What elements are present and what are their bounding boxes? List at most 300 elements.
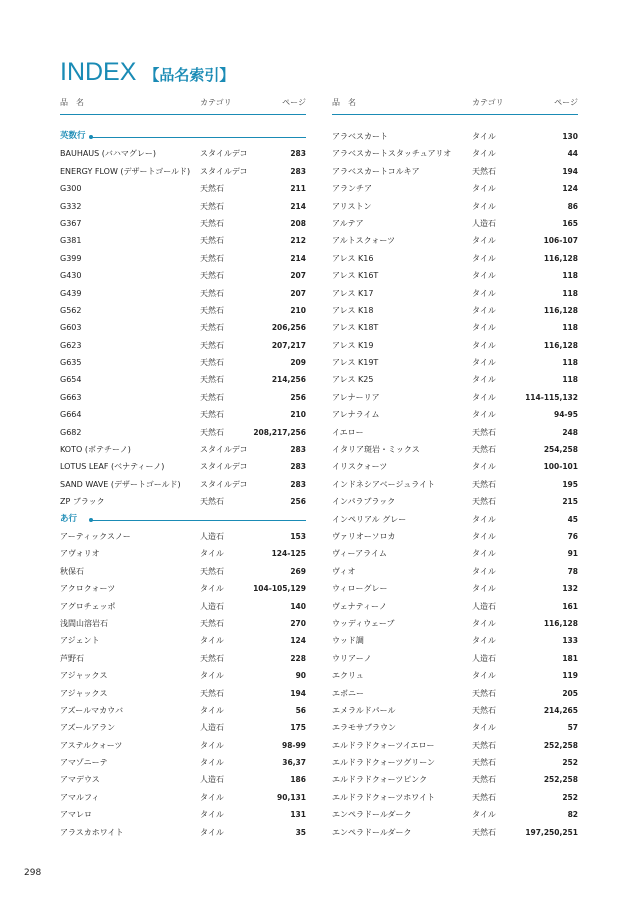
index-category: 人造石 (200, 531, 224, 541)
index-row (332, 806, 578, 823)
index-category: 天然石 (200, 688, 224, 698)
index-page: 210 (290, 410, 306, 420)
index-category: 天然石 (472, 758, 496, 768)
index-name: ヴェナティーノ (332, 601, 387, 611)
index-page: 211 (290, 184, 306, 194)
index-row (332, 771, 578, 788)
column-header (332, 94, 578, 108)
index-name: エラモサブラウン (332, 723, 396, 733)
index-category: 天然石 (472, 445, 496, 455)
header-rule (60, 114, 306, 115)
index-category: 人造石 (472, 218, 496, 228)
index-page: 116,128 (543, 253, 578, 263)
header-page: ページ (282, 98, 306, 107)
index-name: LOTUS LEAF (ベナティーノ) (60, 462, 165, 472)
index-row (332, 232, 578, 249)
index-row (332, 719, 578, 736)
index-category: スタイルデコ (200, 166, 248, 176)
index-name: エボニー (332, 688, 364, 698)
index-category: 天然石 (472, 166, 496, 176)
header-name: 品 名 (60, 98, 84, 107)
index-row (332, 580, 578, 597)
index-row (60, 650, 306, 667)
index-name: G332 (60, 201, 82, 211)
index-category: タイル (200, 636, 224, 646)
index-name: ヴィーアライム (332, 549, 387, 559)
index-category: タイル (472, 271, 496, 281)
index-page: 133 (562, 636, 578, 646)
index-row (332, 145, 578, 162)
index-name: G654 (60, 375, 82, 385)
index-category: 天然石 (200, 305, 224, 315)
index-name: アレス K17 (332, 288, 374, 298)
index-category: タイル (200, 810, 224, 820)
header-page: ページ (554, 98, 578, 107)
index-row (332, 128, 578, 145)
index-name: イタリア斑岩・ミックス (332, 445, 420, 455)
index-page: 56 (295, 705, 306, 715)
index-category: タイル (472, 584, 496, 594)
index-row (332, 545, 578, 562)
index-row (332, 319, 578, 336)
left-column (60, 94, 306, 837)
index-category: タイル (472, 636, 496, 646)
index-page: 35 (295, 827, 306, 837)
index-name: ENERGY FLOW (デザートゴールド) (60, 166, 191, 176)
index-category: 天然石 (200, 427, 224, 437)
section-rule (90, 520, 306, 521)
index-row (60, 319, 306, 336)
index-name: エメラルドパール (332, 705, 396, 715)
index-page: 283 (290, 166, 306, 176)
index-category: タイル (472, 358, 496, 368)
section-heading (60, 511, 306, 528)
index-category: タイル (472, 810, 496, 820)
index-category: 人造石 (200, 775, 224, 785)
index-row (60, 528, 306, 545)
index-name: アランチア (332, 184, 372, 194)
index-category: タイル (472, 392, 496, 402)
section-heading-label: 英数行 (60, 131, 86, 141)
index-name: アレス K19 (332, 340, 374, 350)
index-category: 天然石 (472, 792, 496, 802)
index-name: アヴォリオ (60, 549, 100, 559)
index-page: 76 (567, 531, 578, 541)
index-category: 天然石 (472, 688, 496, 698)
index-row (60, 667, 306, 684)
index-name: エルドラドクォーツイエロー (332, 740, 435, 750)
index-row (60, 476, 306, 493)
index-page: 207 (290, 288, 306, 298)
index-row (332, 389, 578, 406)
index-name: G367 (60, 218, 82, 228)
index-category: 天然石 (472, 740, 496, 750)
index-row (60, 302, 306, 319)
header-rule (332, 114, 578, 115)
index-category: 天然石 (200, 358, 224, 368)
index-page: 106-107 (543, 236, 578, 246)
index-row (60, 702, 306, 719)
index-category: タイル (472, 201, 496, 211)
index-row (332, 493, 578, 510)
index-row (60, 145, 306, 162)
index-page: 181 (562, 653, 578, 663)
index-page: 165 (562, 218, 578, 228)
index-row (332, 598, 578, 615)
index-name: G439 (60, 288, 82, 298)
index-name: G300 (60, 184, 82, 194)
index-page: 90,131 (277, 792, 306, 802)
index-category: タイル (200, 827, 224, 837)
index-page: 228 (290, 653, 306, 663)
index-name: アルテア (332, 218, 364, 228)
index-page: 186 (290, 775, 306, 785)
section-rule (90, 137, 306, 138)
index-name: アレス K19T (332, 358, 379, 368)
index-row (332, 563, 578, 580)
index-name: アレス K18T (332, 323, 379, 333)
index-row (60, 615, 306, 632)
index-name: アレス K16T (332, 271, 379, 281)
index-name: イリスクォーツ (332, 462, 388, 472)
index-page: 130 (562, 132, 578, 141)
index-name: 秋保石 (60, 566, 84, 576)
index-name: G562 (60, 305, 82, 315)
index-name: エンペラドールダーク (332, 810, 412, 820)
index-category: タイル (200, 584, 224, 594)
index-row (332, 511, 578, 528)
index-category: 人造石 (200, 723, 224, 733)
index-row (60, 371, 306, 388)
index-row (332, 354, 578, 371)
index-name: アリストン (332, 201, 372, 211)
index-page: 57 (567, 723, 578, 733)
index-name: アレス K25 (332, 375, 374, 385)
index-page: 195 (562, 479, 578, 489)
index-row (332, 163, 578, 180)
index-category: タイル (200, 705, 224, 715)
index-category: 天然石 (200, 288, 224, 298)
index-category: スタイルデコ (200, 479, 248, 489)
index-page: 153 (290, 531, 306, 541)
index-category: タイル (472, 323, 496, 333)
index-name: G635 (60, 358, 82, 368)
index-page: 94-95 (554, 410, 578, 420)
index-category: タイル (472, 671, 496, 681)
index-category: タイル (472, 184, 496, 194)
index-row (60, 493, 306, 510)
index-page: 207 (290, 271, 306, 281)
index-category: タイル (472, 410, 496, 420)
index-page: 91 (567, 549, 578, 559)
index-category: 天然石 (472, 427, 496, 437)
index-row (332, 198, 578, 215)
index-category: 天然石 (200, 340, 224, 350)
section-heading-label: あ行 (60, 513, 78, 524)
index-name: KOTO (ボテチーノ) (60, 445, 131, 455)
index-row (60, 406, 306, 423)
index-category: 天然石 (200, 566, 224, 576)
index-category: タイル (472, 531, 496, 541)
index-page: 212 (290, 236, 306, 246)
index-name: アジャックス (60, 671, 108, 681)
index-name: ウィローグレー (332, 584, 388, 594)
index-name: G664 (60, 410, 82, 420)
index-page: 161 (562, 601, 578, 611)
index-category: 天然石 (472, 827, 496, 837)
index-name: エルドラドクォーツグリーン (332, 758, 436, 768)
index-category: 天然石 (200, 653, 224, 663)
index-page: 118 (562, 358, 578, 368)
index-row (60, 806, 306, 823)
index-name: G603 (60, 323, 82, 333)
index-row (60, 737, 306, 754)
index-row (332, 667, 578, 684)
index-row (332, 285, 578, 302)
index-row (332, 180, 578, 197)
index-page: 119 (562, 671, 578, 681)
index-category: タイル (472, 253, 496, 263)
index-row (332, 789, 578, 806)
index-name: G682 (60, 427, 82, 437)
index-row (60, 771, 306, 788)
index-row (332, 650, 578, 667)
index-page: 124 (562, 184, 578, 194)
index-name: ウッド調 (332, 636, 364, 646)
index-category: タイル (472, 288, 496, 298)
index-page: 214,256 (271, 375, 306, 385)
index-row (332, 215, 578, 232)
index-page: 283 (290, 479, 306, 489)
index-row (332, 302, 578, 319)
index-page: 252 (562, 758, 578, 768)
index-category: タイル (200, 671, 224, 681)
header-category: カテゴリ (472, 98, 504, 107)
index-page: 252 (562, 792, 578, 802)
index-page: 116,128 (543, 340, 578, 350)
right-rows (332, 128, 578, 841)
index-page: 215 (562, 497, 578, 507)
index-name: エルドラドクォーツピンク (332, 775, 428, 785)
index-page: 256 (290, 497, 306, 507)
index-row (332, 615, 578, 632)
index-row (332, 702, 578, 719)
index-category: 天然石 (200, 184, 224, 194)
index-page: 252,258 (543, 740, 578, 750)
index-row (60, 789, 306, 806)
index-name: インペリアル グレー (332, 514, 407, 524)
index-category: 天然石 (200, 410, 224, 420)
index-name: G399 (60, 253, 82, 263)
index-page: 118 (562, 375, 578, 385)
index-row (60, 685, 306, 702)
index-page: 124 (290, 636, 306, 646)
index-page: 197,250,251 (525, 827, 578, 837)
index-category: 天然石 (200, 271, 224, 281)
index-name: G623 (60, 340, 82, 350)
index-page: 86 (567, 201, 578, 211)
index-page: 252,258 (543, 775, 578, 785)
index-category: タイル (472, 149, 496, 159)
index-page: 208,217,256 (253, 427, 306, 437)
index-name: 浅間山溶岩石 (60, 618, 108, 628)
index-page: 205 (562, 688, 578, 698)
index-name: アジャックス (60, 688, 108, 698)
index-category: タイル (472, 462, 496, 472)
index-page: 36,37 (282, 758, 306, 768)
index-row (332, 632, 578, 649)
index-category: 天然石 (200, 618, 224, 628)
index-category: タイル (472, 340, 496, 350)
header-name: 品 名 (332, 98, 356, 107)
index-page: 283 (290, 445, 306, 455)
index-row (332, 824, 578, 841)
index-category: タイル (200, 740, 224, 750)
index-name: G381 (60, 236, 82, 246)
index-page: 256 (290, 392, 306, 402)
index-name: エルドラドクォーツホワイト (332, 792, 436, 802)
index-page: 124-125 (271, 549, 306, 559)
index-page: 206,256 (271, 323, 306, 333)
index-row (332, 267, 578, 284)
index-page: 44 (567, 149, 578, 159)
index-row (60, 250, 306, 267)
index-page: 98-99 (282, 740, 306, 750)
index-row (60, 754, 306, 771)
index-row (332, 476, 578, 493)
index-category: スタイルデコ (200, 462, 248, 472)
title-main: INDEX (60, 58, 137, 86)
index-page: 208 (290, 218, 306, 228)
index-name: エクリュ (332, 671, 364, 681)
index-row (60, 458, 306, 475)
index-name: アラベスカートコルキア (332, 166, 420, 176)
index-name: アクロクォーツ (60, 584, 116, 594)
index-name: アマルフィ (60, 792, 100, 802)
index-page: 214 (290, 253, 306, 263)
index-category: タイル (200, 758, 224, 768)
index-row (60, 824, 306, 841)
index-page: 116,128 (543, 618, 578, 628)
index-category: 天然石 (472, 775, 496, 785)
index-page: 131 (290, 810, 306, 820)
index-page: 118 (562, 288, 578, 298)
index-category: タイル (472, 723, 496, 733)
index-name: BAUHAUS (バハマグレー) (60, 149, 157, 159)
index-page: 214 (290, 201, 306, 211)
index-name: アズールマカウバ (60, 705, 124, 715)
index-row (60, 389, 306, 406)
index-row (332, 424, 578, 441)
index-name: イエロー (332, 427, 364, 437)
index-row (332, 528, 578, 545)
section-heading (60, 128, 306, 145)
index-row (60, 163, 306, 180)
index-name: アレナーリア (332, 392, 380, 402)
index-title (60, 58, 234, 87)
index-row (332, 458, 578, 475)
index-category: タイル (472, 375, 496, 385)
index-name: 芦野石 (60, 653, 84, 663)
index-page: 194 (290, 688, 306, 698)
header-category: カテゴリ (200, 98, 232, 107)
index-name: ZP ブラック (60, 497, 105, 507)
index-row (60, 598, 306, 615)
index-page: 78 (567, 566, 578, 576)
index-page: 209 (290, 358, 306, 368)
index-row (60, 180, 306, 197)
index-category: 天然石 (200, 497, 224, 507)
index-page: 118 (562, 271, 578, 281)
index-page: 45 (567, 514, 578, 524)
index-name: エンペラドールダーク (332, 827, 412, 837)
left-rows (60, 128, 306, 841)
index-name: インパラブラック (332, 497, 396, 507)
index-row (60, 580, 306, 597)
index-row (332, 754, 578, 771)
index-name: アラスカホワイト (60, 827, 124, 837)
index-name: ヴィオ (332, 566, 356, 576)
index-page: 254,258 (543, 445, 578, 455)
index-page: 248 (562, 427, 578, 437)
title-sub: 【品名索引】 (144, 66, 235, 84)
index-row (60, 232, 306, 249)
index-name: アグロチェッポ (60, 601, 116, 611)
index-page: 90 (295, 671, 306, 681)
index-row (60, 632, 306, 649)
index-category: スタイルデコ (200, 149, 248, 159)
index-name: アズールアラン (60, 723, 116, 733)
index-row (332, 250, 578, 267)
index-name: アマレロ (60, 810, 92, 820)
index-name: SAND WAVE (デザートゴールド) (60, 479, 181, 489)
index-page: 210 (290, 305, 306, 315)
index-category: タイル (472, 514, 496, 524)
index-row (60, 285, 306, 302)
index-category: 天然石 (200, 236, 224, 246)
index-page: 140 (290, 601, 306, 611)
index-row (60, 267, 306, 284)
index-name: アマゾニーテ (60, 758, 108, 768)
index-category: 天然石 (200, 201, 224, 211)
index-page: 270 (290, 618, 306, 628)
index-name: アマデウス (60, 775, 100, 785)
index-page: 207,217 (271, 340, 306, 350)
index-page: 100-101 (543, 462, 578, 472)
index-page: 82 (567, 810, 578, 820)
index-category: 天然石 (200, 392, 224, 402)
index-row (60, 337, 306, 354)
index-row (60, 424, 306, 441)
index-page: 214,265 (543, 705, 578, 715)
index-row (60, 215, 306, 232)
index-category: 天然石 (472, 705, 496, 715)
index-page: 132 (562, 584, 578, 594)
index-name: G663 (60, 392, 82, 402)
index-category: 天然石 (200, 323, 224, 333)
index-name: アレス K16 (332, 253, 374, 263)
index-page: 104-105,129 (253, 584, 306, 594)
index-category: スタイルデコ (200, 445, 248, 455)
index-page: 194 (562, 166, 578, 176)
index-row (332, 337, 578, 354)
index-name: アーティックスノー (60, 531, 131, 541)
index-row (60, 545, 306, 562)
index-category: 人造石 (472, 601, 496, 611)
index-row (332, 406, 578, 423)
index-row (60, 354, 306, 371)
index-category: タイル (200, 549, 224, 559)
